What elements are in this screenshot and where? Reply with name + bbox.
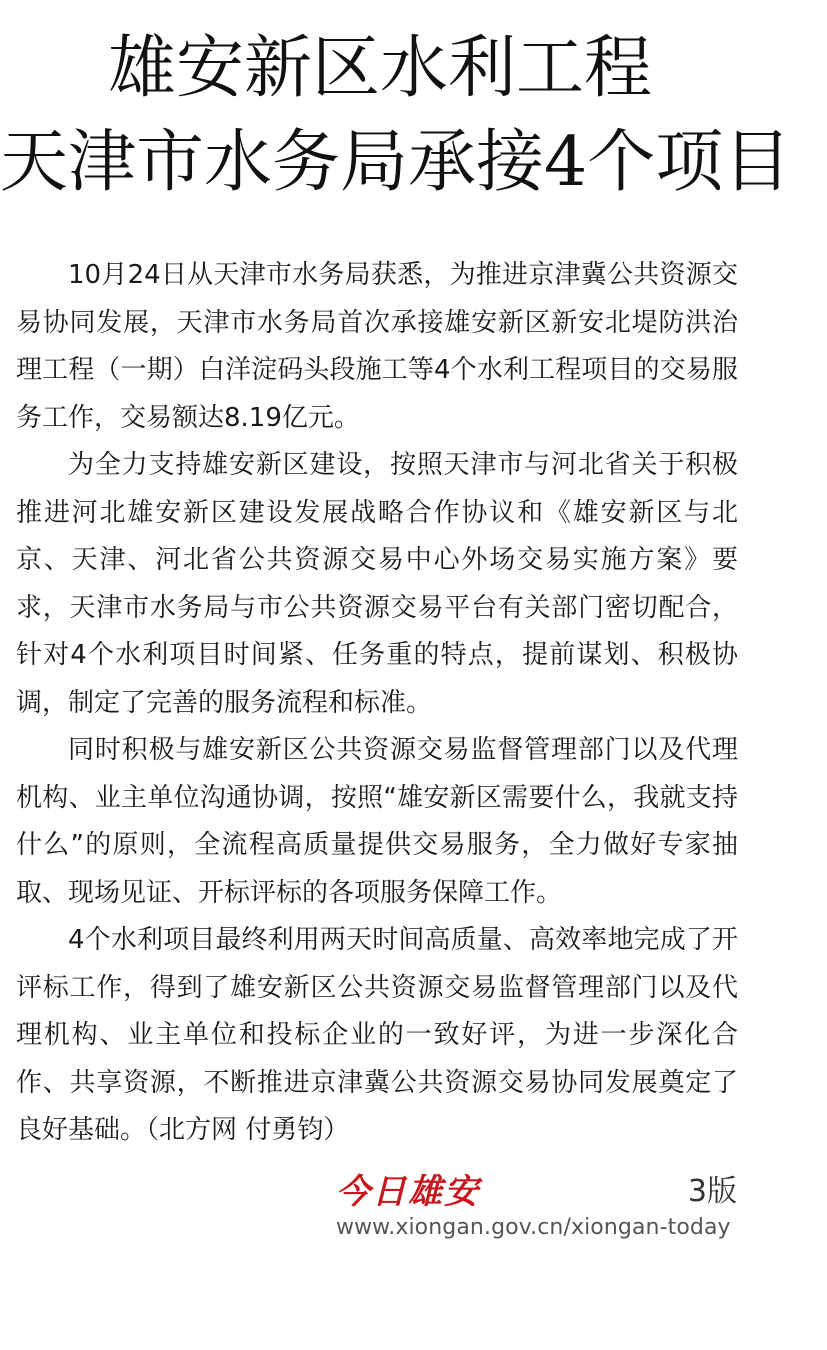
headline [0,22,792,210]
article-paragraph: 10月24日从天津市水务局获悉，为推进京津冀公共资源交易协同发展，天津市水务局首次承接雄安新区新安北堤防洪治理工程（一期）白洋淀码头段施工等4个水利工程项目的交易服务工作，交易额达8.19亿元。 [16,260,738,433]
article-body [16,252,738,1155]
article-paragraph: 4个水利项目最终利用两天时间高质量、高效率地完成了开评标工作，得到了雄安新区公共资源交易监督管理部门以及代理机构、业主单位和投标企业的一致好评，为进一步深化合作、共享资源，不断推进京津冀公共资源交易协同发展奠定了良好基础。（北方网 付勇钧） [16,925,738,1145]
publication-logo: 今日雄安 [336,1172,480,1212]
headline-line-2: 天津市水务局承接4个项目 [0,123,792,202]
headline-line-1: 雄安新区水利工程 [107,29,652,108]
publication-url[interactable]: www.xiongan.gov.cn/xiongan-today [336,1215,731,1240]
article-paragraph: 为全力支持雄安新区建设，按照天津市与河北省关于积极推进河北雄安新区建设发展战略合作协议和《雄安新区与北京、天津、河北省公共资源交易中心外场交易实施方案》要求，天津市水务局与市公共资源交易平台有关部门密切配合，针对4个水利项目时间紧、任务重的特点，提前谋划、积极协调，制定了完善的服务流程和标准。 [16,450,738,718]
edition-number: 3版 [687,1174,737,1209]
article-paragraph: 同时积极与雄安新区公共资源交易监督管理部门以及代理机构、业主单位沟通协调，按照“雄安新区需要什么，我就支持什么”的原则，全流程高质量提供交易服务，全力做好专家抽取、现场见证、开标评标的各项服务保障工作。 [16,735,738,908]
